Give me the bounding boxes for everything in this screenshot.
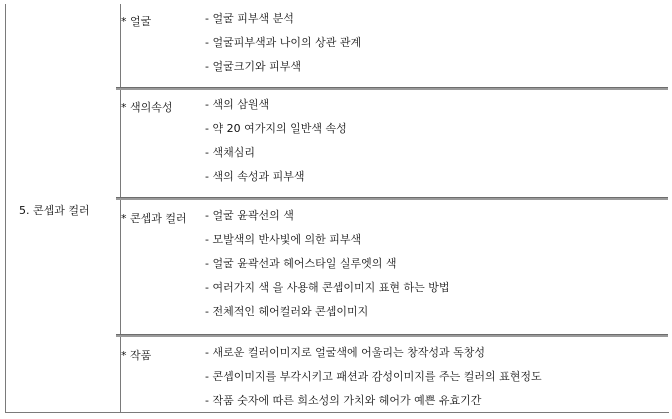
item-list [205,210,449,330]
list-item: - 여러가지 색 을 사용해 콘셉이미지 표현 하는 방법 [205,281,450,294]
list-item: - 작품 숫자에 따른 희소성의 가치와 헤어가 예쁜 유효기간 [205,394,482,407]
category-label: * 얼굴 [121,15,152,28]
list-item: - 얼굴 윤곽선의 색 [205,209,294,222]
list-item: - 약 20 여가지의 일반색 속성 [205,122,347,135]
item-list [205,13,361,85]
item-list [205,99,347,195]
list-item: - 색채심리 [205,146,255,159]
section-divider [116,87,668,90]
category-label: * 콘셉과 컬러 [121,212,187,225]
list-item: - 콘셉이미지를 부각시키고 패션과 감성이미지를 주는 컬러의 표현정도 [205,370,542,383]
section-divider [116,334,668,337]
list-item: - 얼굴 윤곽선과 헤어스타일 실루엣의 색 [205,257,397,270]
list-item: - 얼굴크기와 피부색 [205,60,301,73]
category-label: * 작품 [121,349,152,362]
left-column-label: 5. 콘셉과 컬러 [19,204,90,217]
section-divider [116,197,668,200]
table-left-border [5,4,6,413]
category-label: * 색의속성 [121,101,173,114]
list-item: - 색의 삼원색 [205,98,270,111]
list-item: - 얼굴 피부색 분석 [205,12,294,25]
list-item: - 전체적인 헤어컬러와 콘셉이미지 [205,305,369,318]
list-item: - 색의 속성과 피부색 [205,170,305,183]
list-item: - 새로운 컬러이미지로 얼굴색에 어울리는 창작성과 독창성 [205,346,485,359]
item-list [205,347,542,419]
list-item: - 모발색의 반사빛에 의한 피부색 [205,233,362,246]
list-item: - 얼굴피부색과 나이의 상관 관계 [205,36,362,49]
